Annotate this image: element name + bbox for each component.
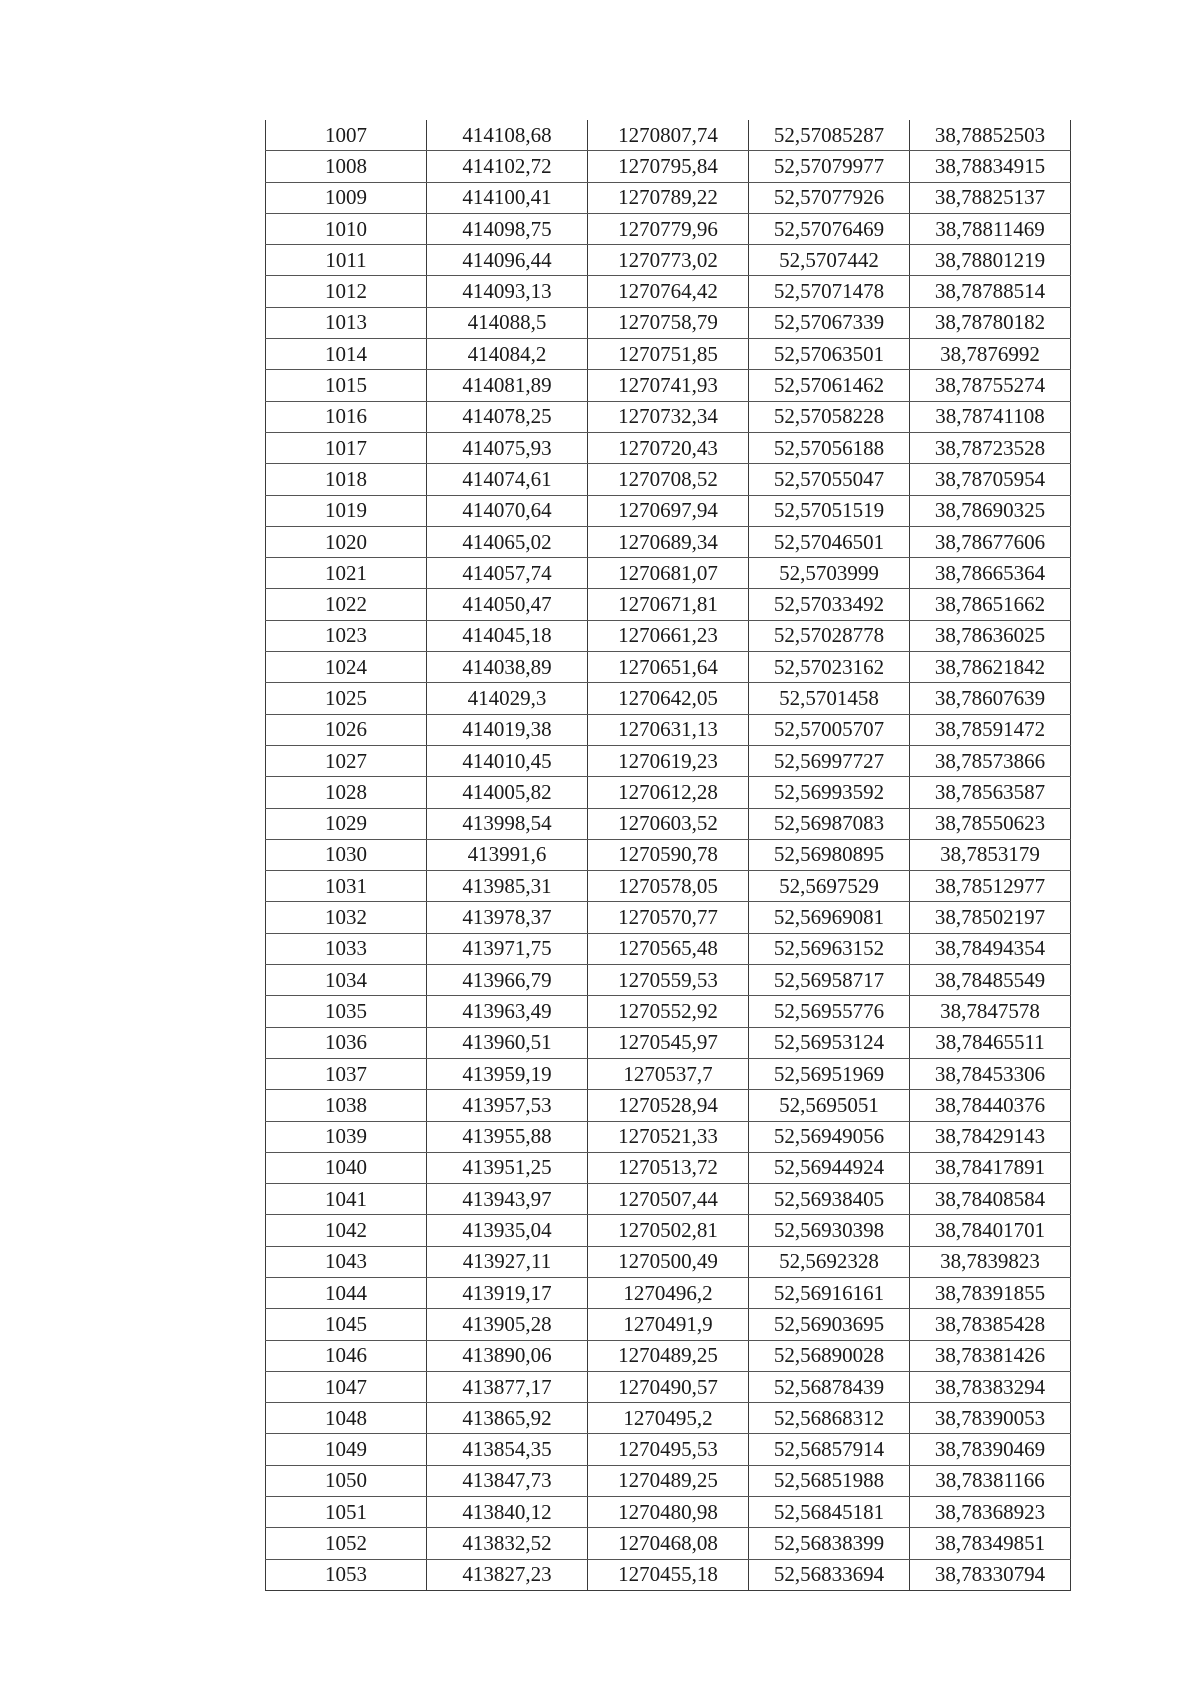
longitude-cell: 38,78385428	[910, 1309, 1071, 1340]
table-row	[266, 683, 1071, 714]
y-coordinate-cell: 1270528,94	[588, 1090, 749, 1121]
point-number-cell: 1025	[266, 683, 427, 714]
longitude-cell: 38,78408584	[910, 1184, 1071, 1215]
point-number-cell: 1014	[266, 339, 427, 370]
latitude-cell: 52,5692328	[749, 1246, 910, 1277]
table-row	[266, 1497, 1071, 1528]
longitude-cell: 38,78453306	[910, 1058, 1071, 1089]
x-coordinate-cell: 413991,6	[427, 839, 588, 870]
latitude-cell: 52,56949056	[749, 1121, 910, 1152]
table-row	[266, 1215, 1071, 1246]
y-coordinate-cell: 1270537,7	[588, 1058, 749, 1089]
longitude-cell: 38,78485549	[910, 965, 1071, 996]
y-coordinate-cell: 1270651,64	[588, 652, 749, 683]
point-number-cell: 1015	[266, 370, 427, 401]
table-row	[266, 182, 1071, 213]
point-number-cell: 1011	[266, 245, 427, 276]
longitude-cell: 38,78429143	[910, 1121, 1071, 1152]
table-row	[266, 1340, 1071, 1371]
latitude-cell: 52,56845181	[749, 1497, 910, 1528]
longitude-cell: 38,78391855	[910, 1277, 1071, 1308]
y-coordinate-cell: 1270495,2	[588, 1403, 749, 1434]
longitude-cell: 38,78563587	[910, 777, 1071, 808]
longitude-cell: 38,78390053	[910, 1403, 1071, 1434]
longitude-cell: 38,78788514	[910, 276, 1071, 307]
point-number-cell: 1030	[266, 839, 427, 870]
x-coordinate-cell: 413957,53	[427, 1090, 588, 1121]
point-number-cell: 1010	[266, 213, 427, 244]
y-coordinate-cell: 1270773,02	[588, 245, 749, 276]
longitude-cell: 38,78550623	[910, 808, 1071, 839]
coordinates-table	[265, 120, 1071, 1591]
longitude-cell: 38,7847578	[910, 996, 1071, 1027]
x-coordinate-cell: 413927,11	[427, 1246, 588, 1277]
x-coordinate-cell: 413890,06	[427, 1340, 588, 1371]
table-row	[266, 1184, 1071, 1215]
y-coordinate-cell: 1270720,43	[588, 432, 749, 463]
longitude-cell: 38,78417891	[910, 1152, 1071, 1183]
x-coordinate-cell: 413955,88	[427, 1121, 588, 1152]
longitude-cell: 38,78494354	[910, 933, 1071, 964]
latitude-cell: 52,56868312	[749, 1403, 910, 1434]
latitude-cell: 52,56833694	[749, 1559, 910, 1590]
x-coordinate-cell: 413951,25	[427, 1152, 588, 1183]
point-number-cell: 1012	[266, 276, 427, 307]
point-number-cell: 1048	[266, 1403, 427, 1434]
latitude-cell: 52,57046501	[749, 526, 910, 557]
latitude-cell: 52,56955776	[749, 996, 910, 1027]
longitude-cell: 38,78591472	[910, 714, 1071, 745]
latitude-cell: 52,56969081	[749, 902, 910, 933]
x-coordinate-cell: 414010,45	[427, 745, 588, 776]
latitude-cell: 52,56938405	[749, 1184, 910, 1215]
x-coordinate-cell: 414065,02	[427, 526, 588, 557]
point-number-cell: 1007	[266, 120, 427, 151]
table-row	[266, 965, 1071, 996]
x-coordinate-cell: 414078,25	[427, 401, 588, 432]
table-row	[266, 1277, 1071, 1308]
y-coordinate-cell: 1270480,98	[588, 1497, 749, 1528]
table-row	[266, 401, 1071, 432]
latitude-cell: 52,56980895	[749, 839, 910, 870]
x-coordinate-cell: 414045,18	[427, 620, 588, 651]
y-coordinate-cell: 1270495,53	[588, 1434, 749, 1465]
y-coordinate-cell: 1270661,23	[588, 620, 749, 651]
table-row	[266, 902, 1071, 933]
longitude-cell: 38,78381166	[910, 1465, 1071, 1496]
x-coordinate-cell: 413840,12	[427, 1497, 588, 1528]
table-row	[266, 652, 1071, 683]
point-number-cell: 1038	[266, 1090, 427, 1121]
y-coordinate-cell: 1270779,96	[588, 213, 749, 244]
x-coordinate-cell: 413827,23	[427, 1559, 588, 1590]
point-number-cell: 1013	[266, 307, 427, 338]
table-row	[266, 871, 1071, 902]
point-number-cell: 1019	[266, 495, 427, 526]
y-coordinate-cell: 1270489,25	[588, 1340, 749, 1371]
y-coordinate-cell: 1270565,48	[588, 933, 749, 964]
x-coordinate-cell: 414098,75	[427, 213, 588, 244]
x-coordinate-cell: 413877,17	[427, 1371, 588, 1402]
longitude-cell: 38,78512977	[910, 871, 1071, 902]
table-row	[266, 1434, 1071, 1465]
x-coordinate-cell: 414084,2	[427, 339, 588, 370]
longitude-cell: 38,78349851	[910, 1528, 1071, 1559]
longitude-cell: 38,78705954	[910, 464, 1071, 495]
latitude-cell: 52,56857914	[749, 1434, 910, 1465]
point-number-cell: 1041	[266, 1184, 427, 1215]
longitude-cell: 38,78401701	[910, 1215, 1071, 1246]
x-coordinate-cell: 413971,75	[427, 933, 588, 964]
table-row	[266, 745, 1071, 776]
table-row	[266, 620, 1071, 651]
longitude-cell: 38,78755274	[910, 370, 1071, 401]
y-coordinate-cell: 1270489,25	[588, 1465, 749, 1496]
y-coordinate-cell: 1270513,72	[588, 1152, 749, 1183]
table-row	[266, 526, 1071, 557]
latitude-cell: 52,56951969	[749, 1058, 910, 1089]
y-coordinate-cell: 1270642,05	[588, 683, 749, 714]
latitude-cell: 52,56890028	[749, 1340, 910, 1371]
y-coordinate-cell: 1270468,08	[588, 1528, 749, 1559]
y-coordinate-cell: 1270697,94	[588, 495, 749, 526]
latitude-cell: 52,56963152	[749, 933, 910, 964]
longitude-cell: 38,78677606	[910, 526, 1071, 557]
latitude-cell: 52,5695051	[749, 1090, 910, 1121]
latitude-cell: 52,56838399	[749, 1528, 910, 1559]
point-number-cell: 1026	[266, 714, 427, 745]
y-coordinate-cell: 1270671,81	[588, 589, 749, 620]
table-row	[266, 1090, 1071, 1121]
point-number-cell: 1009	[266, 182, 427, 213]
table-row	[266, 213, 1071, 244]
table-row	[266, 558, 1071, 589]
point-number-cell: 1035	[266, 996, 427, 1027]
point-number-cell: 1032	[266, 902, 427, 933]
table-row	[266, 1371, 1071, 1402]
point-number-cell: 1020	[266, 526, 427, 557]
table-row	[266, 120, 1071, 151]
latitude-cell: 52,57023162	[749, 652, 910, 683]
x-coordinate-cell: 413832,52	[427, 1528, 588, 1559]
table-row	[266, 1403, 1071, 1434]
point-number-cell: 1021	[266, 558, 427, 589]
x-coordinate-cell: 413905,28	[427, 1309, 588, 1340]
x-coordinate-cell: 414029,3	[427, 683, 588, 714]
longitude-cell: 38,78651662	[910, 589, 1071, 620]
latitude-cell: 52,57055047	[749, 464, 910, 495]
y-coordinate-cell: 1270789,22	[588, 182, 749, 213]
y-coordinate-cell: 1270490,57	[588, 1371, 749, 1402]
latitude-cell: 52,57061462	[749, 370, 910, 401]
latitude-cell: 52,57076469	[749, 213, 910, 244]
latitude-cell: 52,57028778	[749, 620, 910, 651]
y-coordinate-cell: 1270619,23	[588, 745, 749, 776]
y-coordinate-cell: 1270570,77	[588, 902, 749, 933]
table-row	[266, 996, 1071, 1027]
latitude-cell: 52,57071478	[749, 276, 910, 307]
y-coordinate-cell: 1270545,97	[588, 1027, 749, 1058]
table-row	[266, 1465, 1071, 1496]
x-coordinate-cell: 413919,17	[427, 1277, 588, 1308]
y-coordinate-cell: 1270552,92	[588, 996, 749, 1027]
longitude-cell: 38,78465511	[910, 1027, 1071, 1058]
longitude-cell: 38,78665364	[910, 558, 1071, 589]
x-coordinate-cell: 413963,49	[427, 996, 588, 1027]
latitude-cell: 52,56878439	[749, 1371, 910, 1402]
longitude-cell: 38,78383294	[910, 1371, 1071, 1402]
point-number-cell: 1045	[266, 1309, 427, 1340]
table-row	[266, 307, 1071, 338]
longitude-cell: 38,78690325	[910, 495, 1071, 526]
y-coordinate-cell: 1270764,42	[588, 276, 749, 307]
table-row	[266, 933, 1071, 964]
latitude-cell: 52,5697529	[749, 871, 910, 902]
longitude-cell: 38,7876992	[910, 339, 1071, 370]
longitude-cell: 38,78723528	[910, 432, 1071, 463]
point-number-cell: 1037	[266, 1058, 427, 1089]
y-coordinate-cell: 1270807,74	[588, 120, 749, 151]
point-number-cell: 1039	[266, 1121, 427, 1152]
point-number-cell: 1024	[266, 652, 427, 683]
latitude-cell: 52,56987083	[749, 808, 910, 839]
x-coordinate-cell: 413935,04	[427, 1215, 588, 1246]
table-row	[266, 1152, 1071, 1183]
longitude-cell: 38,78636025	[910, 620, 1071, 651]
x-coordinate-cell: 413960,51	[427, 1027, 588, 1058]
x-coordinate-cell: 414074,61	[427, 464, 588, 495]
table-row	[266, 1559, 1071, 1590]
longitude-cell: 38,78607639	[910, 683, 1071, 714]
longitude-cell: 38,7853179	[910, 839, 1071, 870]
latitude-cell: 52,56916161	[749, 1277, 910, 1308]
x-coordinate-cell: 413847,73	[427, 1465, 588, 1496]
point-number-cell: 1053	[266, 1559, 427, 1590]
y-coordinate-cell: 1270708,52	[588, 464, 749, 495]
table-row	[266, 1027, 1071, 1058]
point-number-cell: 1023	[266, 620, 427, 651]
x-coordinate-cell: 414102,72	[427, 151, 588, 182]
longitude-cell: 38,78621842	[910, 652, 1071, 683]
point-number-cell: 1051	[266, 1497, 427, 1528]
latitude-cell: 52,57033492	[749, 589, 910, 620]
table-row	[266, 714, 1071, 745]
x-coordinate-cell: 413943,97	[427, 1184, 588, 1215]
point-number-cell: 1018	[266, 464, 427, 495]
longitude-cell: 38,78801219	[910, 245, 1071, 276]
y-coordinate-cell: 1270521,33	[588, 1121, 749, 1152]
longitude-cell: 38,78330794	[910, 1559, 1071, 1590]
y-coordinate-cell: 1270500,49	[588, 1246, 749, 1277]
x-coordinate-cell: 414108,68	[427, 120, 588, 151]
x-coordinate-cell: 414050,47	[427, 589, 588, 620]
longitude-cell: 38,78780182	[910, 307, 1071, 338]
x-coordinate-cell: 414057,74	[427, 558, 588, 589]
longitude-cell: 38,78381426	[910, 1340, 1071, 1371]
latitude-cell: 52,57058228	[749, 401, 910, 432]
latitude-cell: 52,57085287	[749, 120, 910, 151]
latitude-cell: 52,5701458	[749, 683, 910, 714]
point-number-cell: 1040	[266, 1152, 427, 1183]
point-number-cell: 1016	[266, 401, 427, 432]
point-number-cell: 1022	[266, 589, 427, 620]
y-coordinate-cell: 1270455,18	[588, 1559, 749, 1590]
y-coordinate-cell: 1270741,93	[588, 370, 749, 401]
x-coordinate-cell: 413985,31	[427, 871, 588, 902]
y-coordinate-cell: 1270496,2	[588, 1277, 749, 1308]
longitude-cell: 38,78825137	[910, 182, 1071, 213]
x-coordinate-cell: 414081,89	[427, 370, 588, 401]
x-coordinate-cell: 413966,79	[427, 965, 588, 996]
y-coordinate-cell: 1270681,07	[588, 558, 749, 589]
latitude-cell: 52,56851988	[749, 1465, 910, 1496]
latitude-cell: 52,57067339	[749, 307, 910, 338]
y-coordinate-cell: 1270631,13	[588, 714, 749, 745]
latitude-cell: 52,56993592	[749, 777, 910, 808]
x-coordinate-cell: 414088,5	[427, 307, 588, 338]
point-number-cell: 1034	[266, 965, 427, 996]
y-coordinate-cell: 1270559,53	[588, 965, 749, 996]
point-number-cell: 1031	[266, 871, 427, 902]
table-row	[266, 495, 1071, 526]
table-row	[266, 589, 1071, 620]
latitude-cell: 52,56944924	[749, 1152, 910, 1183]
x-coordinate-cell: 414070,64	[427, 495, 588, 526]
latitude-cell: 52,57079977	[749, 151, 910, 182]
table-row	[266, 1121, 1071, 1152]
longitude-cell: 38,78852503	[910, 120, 1071, 151]
latitude-cell: 52,56930398	[749, 1215, 910, 1246]
table-row	[266, 432, 1071, 463]
longitude-cell: 38,78811469	[910, 213, 1071, 244]
y-coordinate-cell: 1270795,84	[588, 151, 749, 182]
table-row	[266, 370, 1071, 401]
table-row	[266, 1246, 1071, 1277]
y-coordinate-cell: 1270732,34	[588, 401, 749, 432]
latitude-cell: 52,57063501	[749, 339, 910, 370]
point-number-cell: 1017	[266, 432, 427, 463]
table-row	[266, 339, 1071, 370]
y-coordinate-cell: 1270578,05	[588, 871, 749, 902]
point-number-cell: 1042	[266, 1215, 427, 1246]
table-row	[266, 464, 1071, 495]
latitude-cell: 52,56953124	[749, 1027, 910, 1058]
y-coordinate-cell: 1270603,52	[588, 808, 749, 839]
y-coordinate-cell: 1270758,79	[588, 307, 749, 338]
x-coordinate-cell: 414075,93	[427, 432, 588, 463]
table-row	[266, 245, 1071, 276]
point-number-cell: 1049	[266, 1434, 427, 1465]
table-row	[266, 839, 1071, 870]
longitude-cell: 38,78741108	[910, 401, 1071, 432]
point-number-cell: 1028	[266, 777, 427, 808]
point-number-cell: 1008	[266, 151, 427, 182]
longitude-cell: 38,78573866	[910, 745, 1071, 776]
point-number-cell: 1046	[266, 1340, 427, 1371]
point-number-cell: 1033	[266, 933, 427, 964]
latitude-cell: 52,56997727	[749, 745, 910, 776]
table-row	[266, 1309, 1071, 1340]
latitude-cell: 52,56958717	[749, 965, 910, 996]
x-coordinate-cell: 414100,41	[427, 182, 588, 213]
x-coordinate-cell: 413959,19	[427, 1058, 588, 1089]
y-coordinate-cell: 1270689,34	[588, 526, 749, 557]
x-coordinate-cell: 414005,82	[427, 777, 588, 808]
longitude-cell: 38,78390469	[910, 1434, 1071, 1465]
x-coordinate-cell: 414093,13	[427, 276, 588, 307]
point-number-cell: 1029	[266, 808, 427, 839]
point-number-cell: 1052	[266, 1528, 427, 1559]
longitude-cell: 38,78502197	[910, 902, 1071, 933]
latitude-cell: 52,57005707	[749, 714, 910, 745]
table-row	[266, 1058, 1071, 1089]
coordinates-table-body	[266, 120, 1071, 1590]
x-coordinate-cell: 414096,44	[427, 245, 588, 276]
longitude-cell: 38,78440376	[910, 1090, 1071, 1121]
x-coordinate-cell: 413865,92	[427, 1403, 588, 1434]
latitude-cell: 52,5703999	[749, 558, 910, 589]
point-number-cell: 1047	[266, 1371, 427, 1402]
table-row	[266, 808, 1071, 839]
y-coordinate-cell: 1270507,44	[588, 1184, 749, 1215]
table-row	[266, 777, 1071, 808]
point-number-cell: 1050	[266, 1465, 427, 1496]
table-row	[266, 276, 1071, 307]
point-number-cell: 1043	[266, 1246, 427, 1277]
latitude-cell: 52,56903695	[749, 1309, 910, 1340]
latitude-cell: 52,57077926	[749, 182, 910, 213]
x-coordinate-cell: 413854,35	[427, 1434, 588, 1465]
x-coordinate-cell: 413978,37	[427, 902, 588, 933]
latitude-cell: 52,5707442	[749, 245, 910, 276]
point-number-cell: 1036	[266, 1027, 427, 1058]
longitude-cell: 38,78834915	[910, 151, 1071, 182]
longitude-cell: 38,78368923	[910, 1497, 1071, 1528]
y-coordinate-cell: 1270502,81	[588, 1215, 749, 1246]
x-coordinate-cell: 414019,38	[427, 714, 588, 745]
x-coordinate-cell: 413998,54	[427, 808, 588, 839]
table-row	[266, 151, 1071, 182]
y-coordinate-cell: 1270612,28	[588, 777, 749, 808]
x-coordinate-cell: 414038,89	[427, 652, 588, 683]
point-number-cell: 1027	[266, 745, 427, 776]
point-number-cell: 1044	[266, 1277, 427, 1308]
y-coordinate-cell: 1270751,85	[588, 339, 749, 370]
y-coordinate-cell: 1270491,9	[588, 1309, 749, 1340]
y-coordinate-cell: 1270590,78	[588, 839, 749, 870]
latitude-cell: 52,57056188	[749, 432, 910, 463]
longitude-cell: 38,7839823	[910, 1246, 1071, 1277]
table-row	[266, 1528, 1071, 1559]
latitude-cell: 52,57051519	[749, 495, 910, 526]
